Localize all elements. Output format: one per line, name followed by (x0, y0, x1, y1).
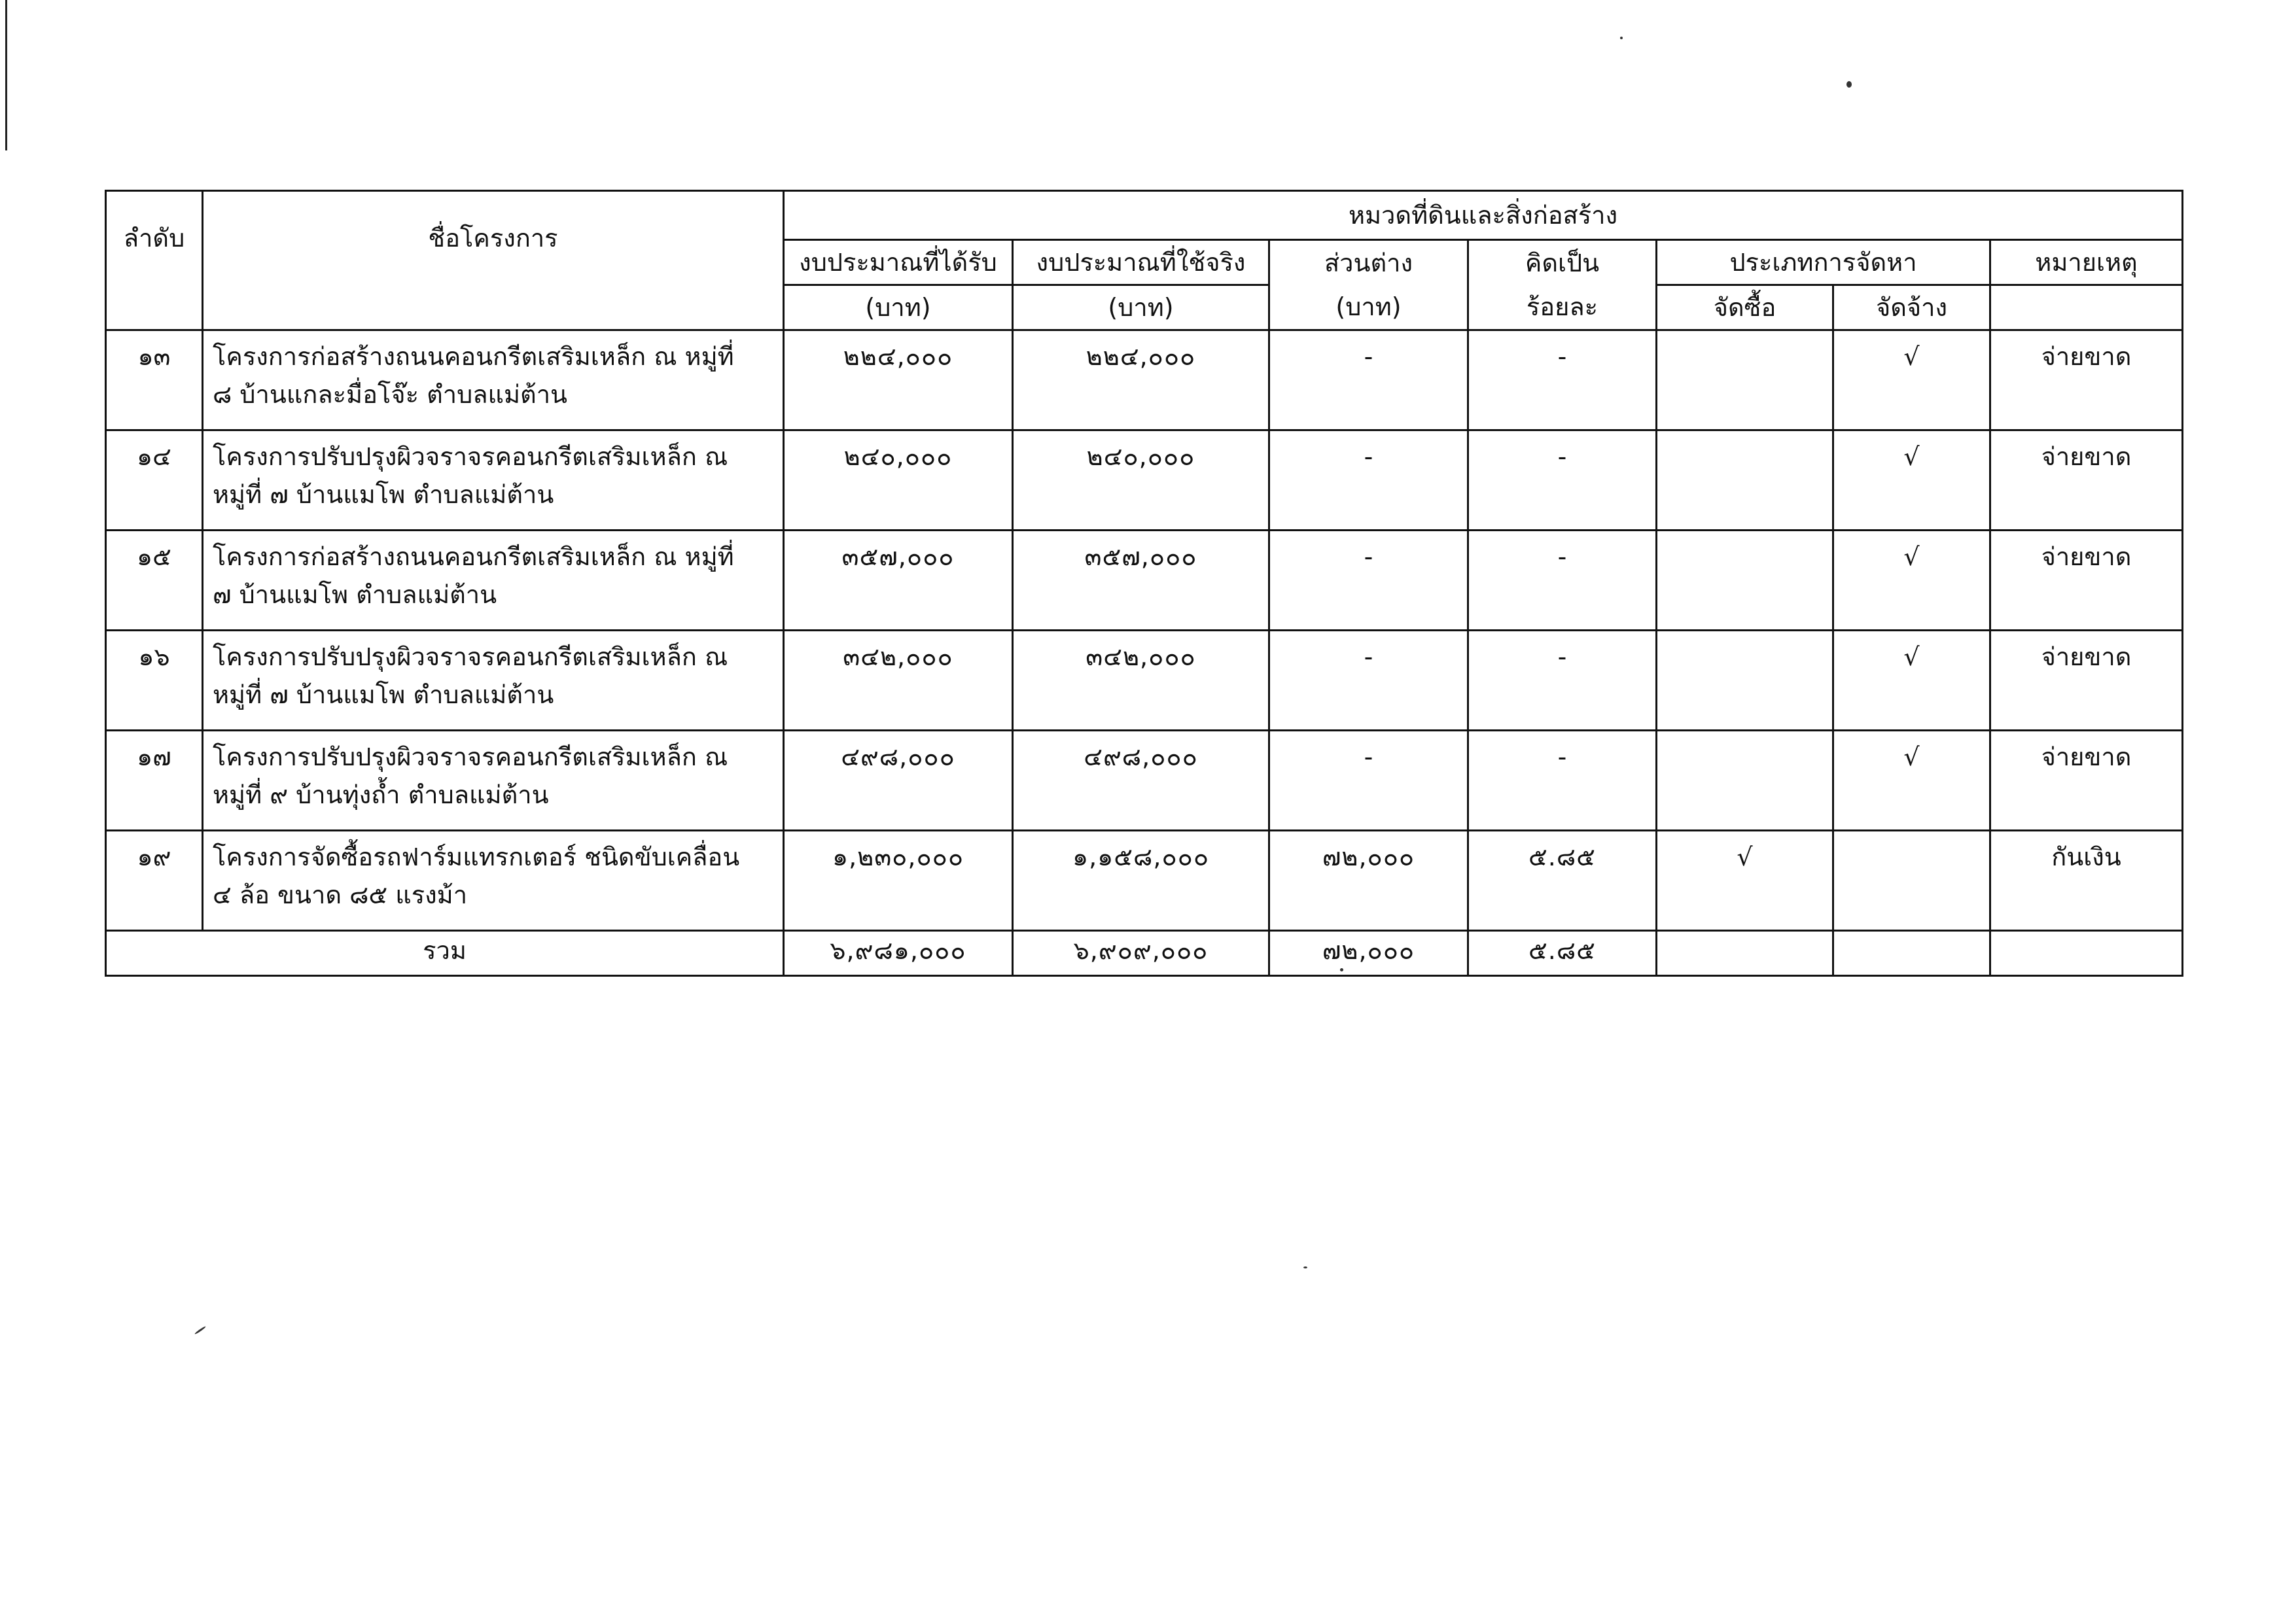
row-received: ๓๕๗,๐๐๐ (784, 531, 1013, 631)
total-remark (1990, 931, 2183, 976)
row-received: ๒๒๔,๐๐๐ (784, 330, 1013, 430)
scan-speck (1620, 37, 1623, 39)
total-label: รวม (106, 931, 784, 976)
header-percent: คิดเป็น (1468, 240, 1657, 285)
row-project (203, 330, 784, 430)
row-used: ๔๙๘,๐๐๐ (1013, 731, 1269, 831)
row-remark: กันเงิน (1990, 831, 2183, 931)
header-difference: ส่วนต่าง (1269, 240, 1468, 285)
header-row-3 (106, 285, 2183, 330)
row-project (203, 430, 784, 531)
row-purchase-check: √ (1657, 831, 1833, 931)
row-purchase-check (1657, 531, 1833, 631)
header-project-cont (203, 285, 784, 330)
row-project (203, 731, 784, 831)
row-difference: ๗๒,๐๐๐ (1269, 831, 1468, 931)
row-difference: - (1269, 330, 1468, 430)
table-row (106, 330, 2183, 430)
total-hire (1833, 931, 1990, 976)
project-line: โครงการปรับปรุงผิวจราจรคอนกรีตเสริมเหล็ก ณ (213, 442, 728, 471)
header-procurement-type: ประเภทการจัดหา (1657, 240, 1990, 285)
project-line: โครงการปรับปรุงผิวจราจรคอนกรีตเสริมเหล็ก ณ (213, 642, 728, 671)
scan-speck (1846, 81, 1852, 88)
header-project: ชื่อโครงการ (203, 191, 784, 285)
row-received: ๓๔๒,๐๐๐ (784, 631, 1013, 731)
header-purchase: จัดซื้อ (1657, 285, 1833, 330)
total-received: ๖,๙๘๑,๐๐๐ (784, 931, 1013, 976)
row-remark: จ่ายขาด (1990, 430, 2183, 531)
header-no-cont (106, 285, 203, 330)
header-budget-received: งบประมาณที่ได้รับ (784, 240, 1013, 285)
scan-speck (194, 1326, 206, 1335)
project-line: โครงการก่อสร้างถนนคอนกรีตเสริมเหล็ก ณ หมู่ที่ (213, 542, 734, 571)
row-used: ๒๔๐,๐๐๐ (1013, 430, 1269, 531)
table-row (106, 531, 2183, 631)
row-no: ๑๓ (106, 330, 203, 430)
header-unit-percent: ร้อยละ (1468, 285, 1657, 330)
header-unit-baht: (บาท) (1269, 285, 1468, 330)
row-remark: จ่ายขาด (1990, 731, 2183, 831)
row-hire-check (1833, 831, 1990, 931)
total-row (106, 931, 2183, 976)
row-project (203, 531, 784, 631)
table-row (106, 631, 2183, 731)
row-used: ๒๒๔,๐๐๐ (1013, 330, 1269, 430)
row-no: ๑๔ (106, 430, 203, 531)
header-category: หมวดที่ดินและสิ่งก่อสร้าง (784, 191, 2183, 240)
table-row (106, 831, 2183, 931)
header-unit-baht: (บาท) (784, 285, 1013, 330)
header-unit-baht: (บาท) (1013, 285, 1269, 330)
row-purchase-check (1657, 731, 1833, 831)
table-row (106, 731, 2183, 831)
row-hire-check: √ (1833, 631, 1990, 731)
row-project (203, 831, 784, 931)
row-difference: - (1269, 731, 1468, 831)
row-used: ๓๕๗,๐๐๐ (1013, 531, 1269, 631)
row-no: ๑๙ (106, 831, 203, 931)
procurement-table (105, 190, 2183, 977)
row-used: ๓๔๒,๐๐๐ (1013, 631, 1269, 731)
row-purchase-check (1657, 330, 1833, 430)
project-line: หมู่ที่ ๗ บ้านแมโพ ตำบลแม่ต้าน (213, 680, 554, 709)
total-percent: ๕.๘๕ (1468, 931, 1657, 976)
row-difference: - (1269, 430, 1468, 531)
header-row-1 (106, 191, 2183, 240)
project-line: หมู่ที่ ๙ บ้านทุ่งถ้ำ ตำบลแม่ต้าน (213, 780, 549, 809)
row-no: ๑๗ (106, 731, 203, 831)
table-row (106, 430, 2183, 531)
project-line: ๔ ล้อ ขนาด ๘๕ แรงม้า (213, 881, 468, 909)
header-hire: จัดจ้าง (1833, 285, 1990, 330)
row-percent: - (1468, 531, 1657, 631)
row-hire-check: √ (1833, 430, 1990, 531)
row-received: ๔๙๘,๐๐๐ (784, 731, 1013, 831)
row-remark: จ่ายขาด (1990, 631, 2183, 731)
row-percent: - (1468, 731, 1657, 831)
row-difference: - (1269, 531, 1468, 631)
row-purchase-check (1657, 430, 1833, 531)
total-used: ๖,๙๐๙,๐๐๐ (1013, 931, 1269, 976)
row-project (203, 631, 784, 731)
row-hire-check: √ (1833, 731, 1990, 831)
row-used: ๑,๑๕๘,๐๐๐ (1013, 831, 1269, 931)
project-line: หมู่ที่ ๗ บ้านแมโพ ตำบลแม่ต้าน (213, 480, 554, 509)
row-percent: - (1468, 631, 1657, 731)
row-difference: - (1269, 631, 1468, 731)
row-remark: จ่ายขาด (1990, 330, 2183, 430)
row-percent: - (1468, 330, 1657, 430)
row-received: ๑,๒๓๐,๐๐๐ (784, 831, 1013, 931)
scan-speck (1303, 1266, 1307, 1268)
scan-edge-line (5, 0, 7, 150)
total-purchase (1657, 931, 1833, 976)
row-hire-check: √ (1833, 531, 1990, 631)
project-line: โครงการปรับปรุงผิวจราจรคอนกรีตเสริมเหล็ก ณ (213, 742, 728, 771)
header-remark-cont (1990, 285, 2183, 330)
project-line: ๗ บ้านแมโพ ตำบลแม่ต้าน (213, 580, 497, 609)
header-remark: หมายเหตุ (1990, 240, 2183, 285)
row-received: ๒๔๐,๐๐๐ (784, 430, 1013, 531)
project-line: โครงการจัดซื้อรถฟาร์มแทรกเตอร์ ชนิดขับเคลื่อน (213, 843, 740, 871)
total-difference: ๗๒,๐๐๐ (1269, 931, 1468, 976)
header-no: ลำดับ (106, 191, 203, 285)
project-line: โครงการก่อสร้างถนนคอนกรีตเสริมเหล็ก ณ หมู่ที่ (213, 342, 734, 371)
project-line: ๘ บ้านแกละมื่อโจ๊ะ ตำบลแม่ต้าน (213, 380, 568, 409)
row-no: ๑๕ (106, 531, 203, 631)
row-percent: - (1468, 430, 1657, 531)
header-budget-used: งบประมาณที่ใช้จริง (1013, 240, 1269, 285)
row-no: ๑๖ (106, 631, 203, 731)
row-remark: จ่ายขาด (1990, 531, 2183, 631)
row-hire-check: √ (1833, 330, 1990, 430)
row-purchase-check (1657, 631, 1833, 731)
row-percent: ๕.๘๕ (1468, 831, 1657, 931)
